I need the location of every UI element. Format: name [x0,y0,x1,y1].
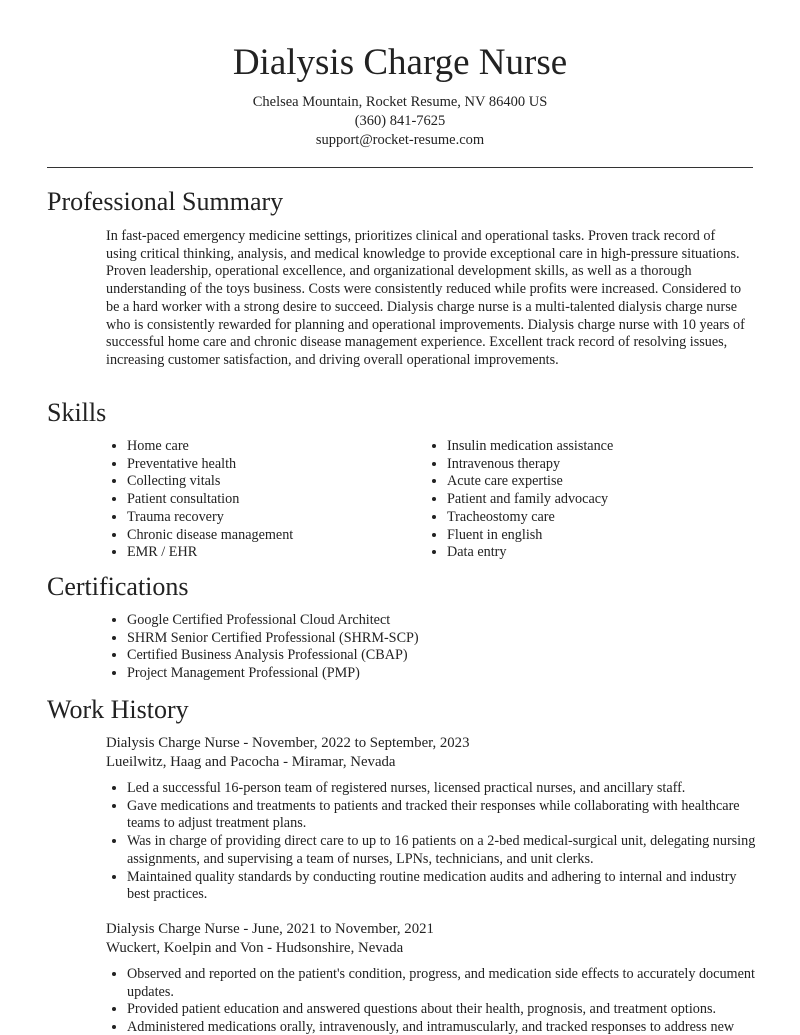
resume-header [0,0,800,150]
job-title-line [106,920,756,939]
list-item: • Was in charge of providing direct care to up to 16 patients on a 2-bed medical-surgical unit, delegating nursing assignments, and supervising a team of nurses, LPNs, technicians, and unit clerks. [127,833,756,868]
job-entry [106,920,756,1035]
job-entry [106,734,756,904]
list-item: • Patient and family advocacy [447,491,746,509]
list-item: • Google Certified Professional Cloud Architect [127,612,746,630]
list-item: • Observed and reported on the patient's condition, progress, and medication side effects to accurately document updates. [127,966,756,1001]
list-item: • Home care [127,438,426,456]
list-item: • Preventative health [127,456,426,474]
contact-block [0,93,800,150]
list-item: • Data entry [447,544,746,562]
certifications-items [106,612,746,683]
contact-address: Chelsea Mountain, Rocket Resume, NV 86400 US [252,94,548,110]
list-item: • EMR / EHR [127,544,426,562]
job-company-line [106,753,756,772]
section-title-summary: Professional Summary [47,187,284,216]
job-company-line [106,939,756,958]
skills-column-left [106,438,426,562]
contact-email: support@rocket-resume.com [315,132,485,148]
list-item: • SHRM Senior Certified Professional (SHRM-SCP) [127,630,746,648]
contact-phone: (360) 841-7625 [354,113,446,129]
list-item: • Maintained quality standards by conducting routine medication audits and adhering to internal and industry best practices. [127,869,756,904]
list-item: • Project Management Professional (PMP) [127,665,746,683]
list-item: • Intravenous therapy [447,456,746,474]
job-role: Dialysis Charge Nurse [106,735,240,751]
list-item: • Provided patient education and answered questions about their health, prognosis, and treatment options. [127,1001,756,1019]
job-title-line [106,734,756,753]
summary-text: In fast-paced emergency medicine settings, prioritizes clinical and operational tasks. Proven track record of using critical thinking, analysis, and medical knowledge to provide exceptional care in high-pressure situations. Proven leadership, operational excellence, and organizational development skills, as well as a thorough understanding of the toys business. Costs were consistently reduced while profits were increased. Considered to be a hard worker with a strong desire to succeed. Dialysis charge nurse is a multi-talented dialysis charge nurse who is consistently rewarded for planning and operational improvements. Dialysis charge nurse with 10 years of successful home care and chronic disease management experience. Excellent track record of resolving issues, increasing customer satisfaction, and driving overall operational improvements. [106,228,745,368]
job-location: - Hudsonshire, Nevada [263,940,404,956]
list-item: • Led a successful 16-person team of registered nurses, licensed practical nurses, and ancillary staff. [127,780,756,798]
header-divider [47,167,753,168]
skills-list [106,438,746,562]
section-title-work-history: Work History [47,695,189,724]
list-item: • Chronic disease management [127,527,426,545]
list-item: • Collecting vitals [127,473,426,491]
job-role: Dialysis Charge Nurse [106,921,240,937]
job-company: Lueilwitz, Haag and Pacocha [106,754,280,770]
job-company: Wuckert, Koelpin and Von [106,940,264,956]
candidate-name: Dialysis Charge Nurse [232,42,568,83]
job-bullets [106,780,756,904]
job-location: - Miramar, Nevada [279,754,396,770]
list-item: • Fluent in english [447,527,746,545]
list-item: • Trauma recovery [127,509,426,527]
list-item: • Insulin medication assistance [447,438,746,456]
certifications-list [106,612,746,683]
list-item: • Administered medications orally, intravenously, and intramuscularly, and tracked responses to address new [127,1019,756,1035]
list-item: • Tracheostomy care [447,509,746,527]
skills-column-right [426,438,746,562]
job-bullets [106,966,756,1035]
list-item: • Gave medications and treatments to patients and tracked their responses while collaborating with healthcare teams to adjust treatment plans. [127,798,756,833]
list-item: • Acute care expertise [447,473,746,491]
section-title-skills: Skills [47,398,107,427]
list-item: • Patient consultation [127,491,426,509]
job-dates: - June, 2021 to November, 2021 [239,921,434,937]
job-dates: - November, 2022 to September, 2023 [239,735,470,751]
list-item: • Certified Business Analysis Professional (CBAP) [127,647,746,665]
section-title-certifications: Certifications [47,572,189,601]
